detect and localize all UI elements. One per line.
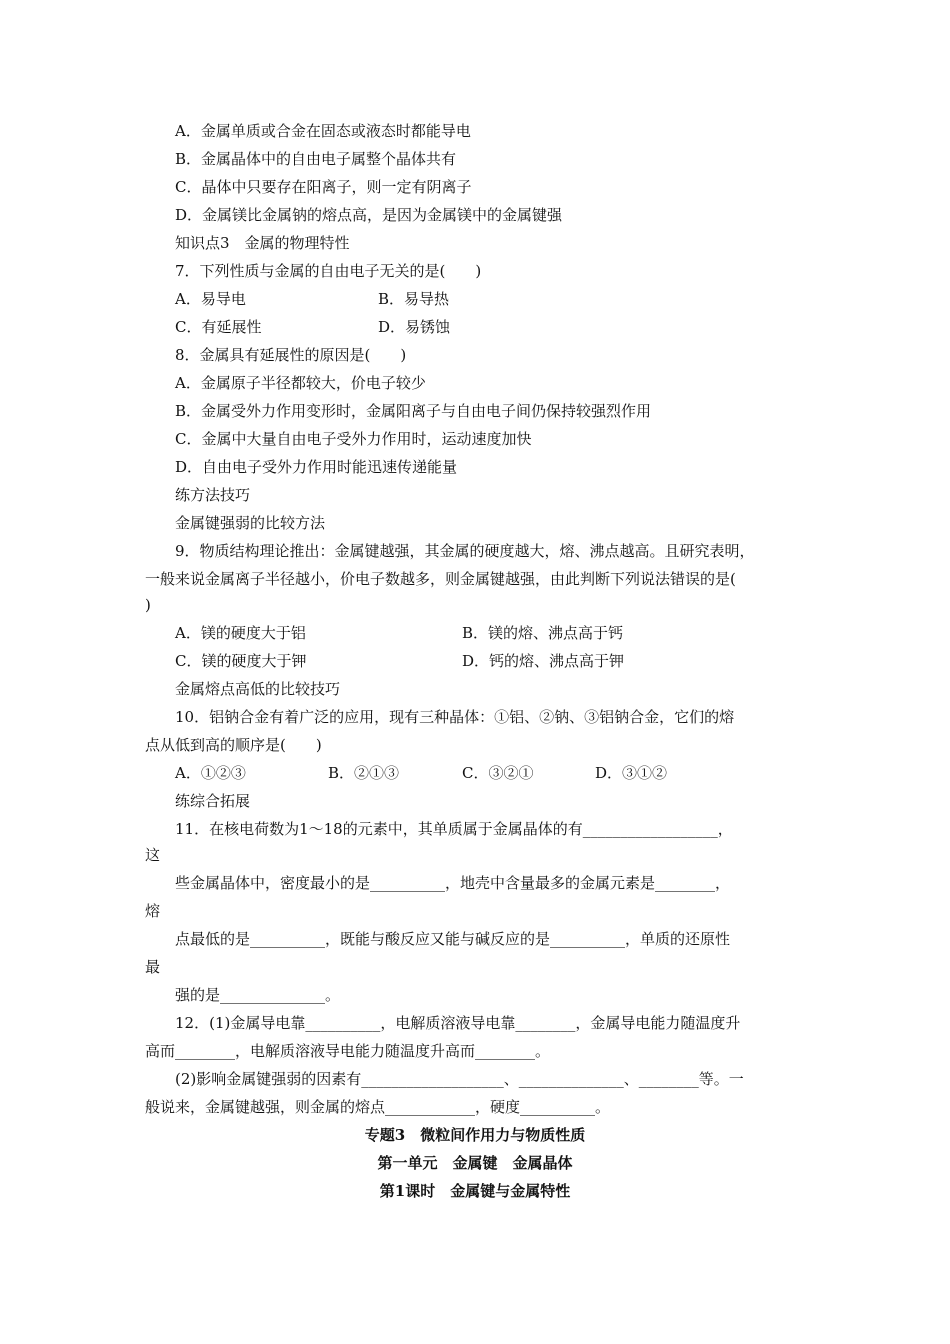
q10-option-b: B．②①③ (328, 764, 400, 782)
q10-stem-line1: 10．铝钠合金有着广泛的应用，现有三种晶体：①铝、②钠、③铝钠合金，它们的熔 (175, 708, 735, 726)
q12-line4: 般说来，金属键越强，则金属的熔点____________，硬度__________。 (145, 1098, 611, 1116)
q7-stem: 7．下列性质与金属的自由电子无关的是( ) (175, 262, 482, 280)
section-comprehensive-heading: 练综合拓展 (175, 792, 251, 810)
q12-line1: 12．(1)金属导电靠__________，电解质溶液导电靠________，金属导电能力随温度升 (175, 1014, 741, 1032)
q9-stem-line3: ) (145, 596, 151, 614)
q11-line7: 强的是______________。 (175, 986, 341, 1004)
q7-option-d: D．易锈蚀 (378, 318, 451, 336)
q10-option-a: A．①②③ (175, 764, 246, 782)
unit-title: 第一单元 金属键 金属晶体 (377, 1154, 573, 1172)
subsection-bond-heading: 金属键强弱的比较方法 (175, 514, 326, 532)
q11-line2: 这 (145, 846, 161, 864)
q11-line3: 些金属晶体中，密度最小的是__________，地壳中含量最多的金属元素是________， (175, 874, 731, 892)
q7-option-b: B．易导热 (378, 290, 450, 308)
q6-option-b: B．金属晶体中的自由电子属整个晶体共有 (175, 150, 457, 168)
q11-line5: 点最低的是__________，既能与酸反应又能与碱反应的是__________，单质的还原性 (175, 930, 731, 948)
q8-stem: 8．金属具有延展性的原因是( ) (175, 346, 407, 364)
q11-line6: 最 (145, 958, 161, 976)
q12-line2: 高而________，电解质溶液导电能力随温度升高而________。 (145, 1042, 551, 1060)
q12-line3: (2)影响金属键强弱的因素有___________________、______________、________等。一 (175, 1070, 744, 1088)
q8-option-d: D．自由电子受外力作用时能迅速传递能量 (175, 458, 458, 476)
q9-stem-line1: 9．物质结构理论推出：金属键越强，其金属的硬度越大，熔、沸点越高。且研究表明， (175, 542, 755, 560)
q10-stem-line2: 点从低到高的顺序是( ) (145, 736, 322, 754)
q10-option-c: C．③②① (462, 764, 534, 782)
q9-option-a: A．镁的硬度大于铝 (175, 624, 306, 642)
q8-option-b: B．金属受外力作用变形时，金属阳离子与自由电子间仍保持较强烈作用 (175, 402, 652, 420)
q6-option-d: D．金属镁比金属钠的熔点高，是因为金属镁中的金属键强 (175, 206, 563, 224)
q9-stem-line2: 一般来说金属离子半径越小，价电子数越多，则金属键越强，由此判断下列说法错误的是( (145, 570, 736, 588)
q8-option-c: C．金属中大量自由电子受外力作用时，运动速度加快 (175, 430, 532, 448)
q11-line1: 11．在核电荷数为1～18的元素中，其单质属于金属晶体的有__________________， (175, 820, 733, 838)
q9-option-b: B．镁的熔、沸点高于钙 (462, 624, 624, 642)
subsection-melt-heading: 金属熔点高低的比较技巧 (175, 680, 341, 698)
knowledge-point-heading: 知识点3 金属的物理特性 (175, 234, 350, 252)
lesson-title: 第1课时 金属键与金属特性 (379, 1182, 571, 1200)
q6-option-c: C．晶体中只要存在阳离子，则一定有阴离子 (175, 178, 472, 196)
q9-option-d: D．钙的熔、沸点高于钾 (462, 652, 625, 670)
q6-option-a: A．金属单质或合金在固态或液态时都能导电 (175, 122, 471, 140)
q11-line4: 熔 (145, 902, 161, 920)
q8-option-a: A．金属原子半径都较大，价电子较少 (175, 374, 426, 392)
q7-option-c: C．有延展性 (175, 318, 262, 336)
section-method-heading: 练方法技巧 (175, 486, 251, 504)
topic-title: 专题3 微粒间作用力与物质性质 (364, 1126, 586, 1144)
q9-option-c: C．镁的硬度大于钾 (175, 652, 307, 670)
q10-option-d: D．③①② (595, 764, 668, 782)
q7-option-a: A．易导电 (175, 290, 246, 308)
